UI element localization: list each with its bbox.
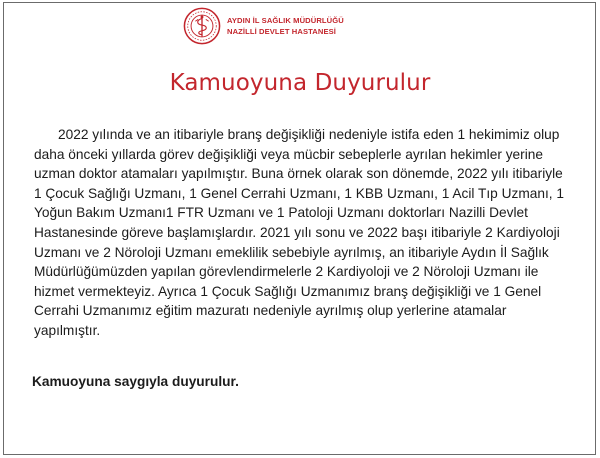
body-line: daha önceki yıllarda görev değişikliği veya mücbir sebeplerle ayrılan hekimler yerine (34, 146, 543, 162)
announcement-body (34, 125, 570, 341)
body-line: Yoğun Bakım Uzmanı1 FTR Uzmanı ve 1 Patoloji Uzmanı doktorları Nazilli Devlet (34, 205, 528, 221)
body-line: 1 Çocuk Sağlığı Uzmanı, 1 Genel Cerrahi Uzmanı, 1 KBB Uzmanı, 1 Acil Tıp Uzmanı, 1 (34, 185, 564, 201)
body-line: Cerrahi Uzmanımız eğitim mazuratı nedeniyle ayrılmış olup yerlerine atamalar (34, 303, 507, 319)
announcement-title: Kamuoyuna Duyurulur (169, 70, 431, 96)
body-line: Hastanesinde göreve başlamışlardır. 2021 yılı sonu ve 2022 başı itibariyle 2 Kardiyoloji (34, 224, 560, 240)
institution-line-1: AYDIN İL SAĞLIK MÜDÜRLÜĞÜ (227, 16, 344, 25)
ministry-of-health-emblem-icon (183, 7, 221, 45)
closing-statement: Kamuoyuna saygıyla duyurulur. (32, 374, 239, 389)
institution-name (227, 15, 344, 37)
body-line: Müdürlüğümüzden yapılan görevlendirmelerle 2 Kardiyoloji ve 2 Nöroloji Uzmanı ile (34, 264, 539, 280)
body-line: uzman doktor atamaları yapılmıştır. Buna örnek olarak son dönemde, 2022 yılı itibariyle (34, 166, 563, 182)
body-line: 2022 yılında ve an itibariyle branş değişikliği nedeniyle istifa eden 1 hekimimiz olup (58, 127, 560, 142)
body-line: Uzmanı ve 2 Nöroloji Uzmanı emeklilik sebebiyle ayrılmış, an itibariyle Aydın İl Sağlık (34, 244, 549, 260)
body-line: hizmet vermekteyiz. Ayrıca 1 Çocuk Sağlığı Uzmanımız branş değişikliği ve 1 Genel (34, 283, 542, 299)
institution-line-2: NAZİLLİ DEVLET HASTANESİ (227, 27, 336, 36)
letterhead (183, 6, 344, 46)
body-line: yapılmıştır. (34, 322, 101, 338)
